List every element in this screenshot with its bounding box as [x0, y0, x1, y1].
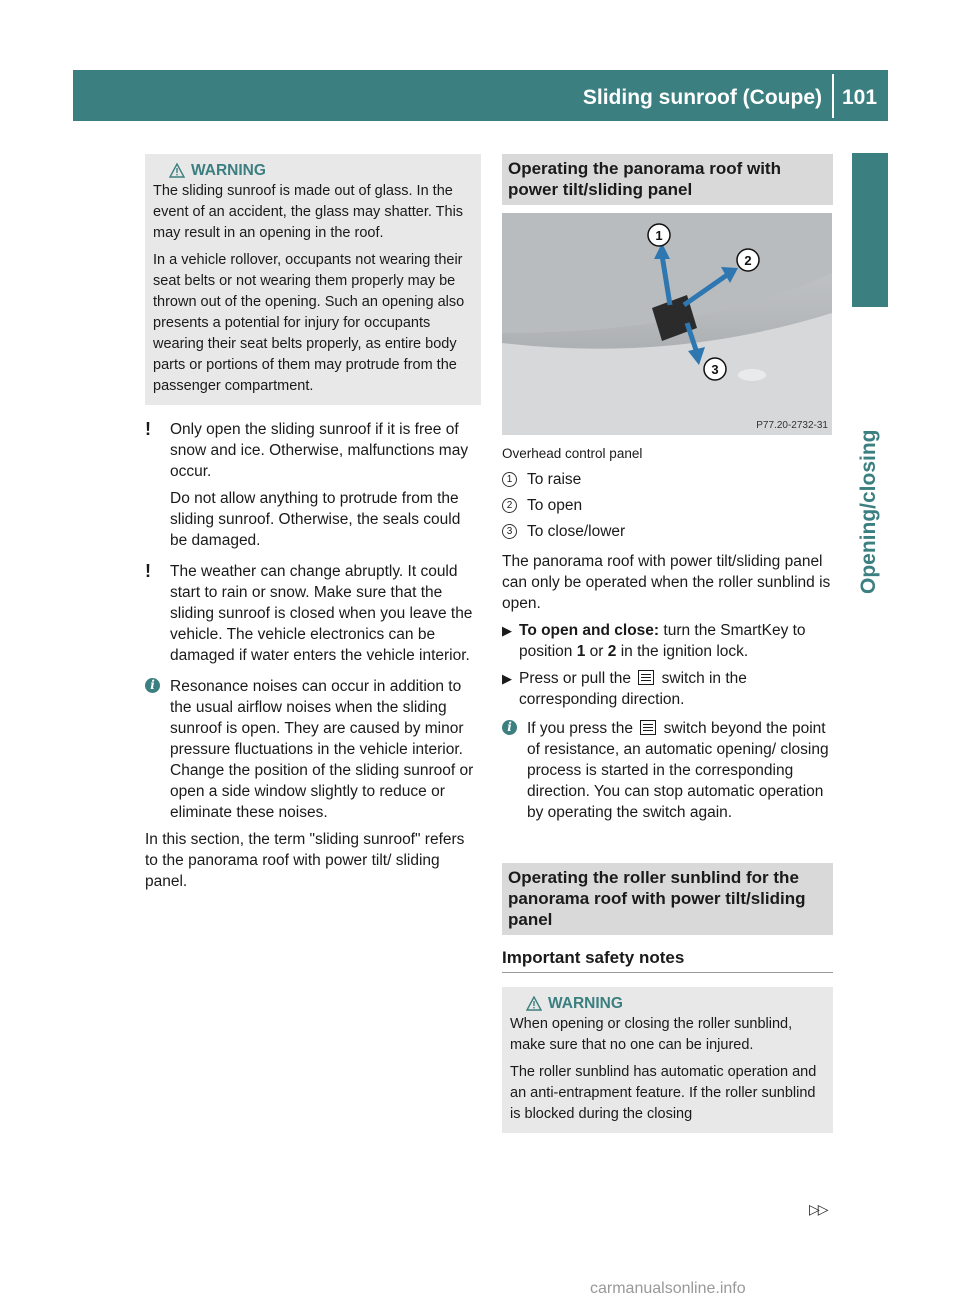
caution-icon: !: [145, 561, 151, 581]
right-column: [502, 154, 833, 1133]
callout-2: 2: [744, 253, 752, 268]
legend-item: 2 To open: [502, 493, 833, 519]
warning-triangle-icon: [526, 996, 542, 1011]
roof-switch-icon: [640, 720, 656, 735]
warning-label: WARNING: [548, 995, 623, 1012]
warning-box: [502, 987, 833, 1133]
side-section-label: [853, 320, 887, 700]
page-number: 101: [842, 86, 878, 109]
instruction-step: ▶ To open and close: turn the SmartKey to position 1 or 2 in the ignition lock.: [502, 622, 806, 660]
caution-text: Do not allow anything to protrude from the sliding sunroof. Otherwise, the seals could be damaged.: [170, 490, 461, 549]
instruction-step: ▶ Press or pull the switch in the corresponding direction.: [502, 670, 747, 708]
section-tab: [852, 153, 888, 307]
warning-text: The roller sunblind has automatic operation and an anti-entrapment feature. If the roller sunblind is blocked during the closing: [510, 1064, 817, 1122]
warning-text: The sliding sunroof is made out of glass. In the event of an accident, the glass may shatter. This may result in an opening in the roof.: [153, 183, 464, 241]
continue-arrow-icon: ▷▷: [809, 1201, 827, 1217]
step-arrow-icon: ▶: [502, 623, 512, 638]
photo-code: P77.20-2732-31: [756, 420, 828, 431]
info-icon: i: [502, 720, 517, 735]
section-heading: Operating the roller sunblind for the panorama roof with power tilt/sliding panel: [502, 863, 833, 935]
section-heading: Operating the panorama roof with power tilt/sliding panel: [502, 154, 833, 205]
header-divider: [832, 74, 834, 118]
watermark: carmanualsonline.info: [590, 1280, 746, 1297]
warning-triangle-icon: [169, 163, 185, 178]
warning-heading: [169, 160, 473, 181]
info-icon: i: [145, 678, 160, 693]
caution-note: [145, 561, 481, 666]
caution-text: Only open the sliding sunroof if it is free of snow and ice. Otherwise, malfunctions may occur.: [170, 421, 469, 480]
info-note: [145, 676, 481, 823]
legend-list: [502, 467, 833, 545]
body-paragraph: The panorama roof with power tilt/sliding panel can only be operated when the roller sunblind is open.: [502, 553, 831, 612]
overhead-panel-illustration: [502, 213, 832, 435]
callout-1: 1: [655, 228, 663, 243]
subheading: Important safety notes: [502, 947, 833, 973]
warning-label: WARNING: [191, 162, 266, 179]
left-column: [145, 154, 481, 892]
caution-icon: !: [145, 419, 151, 439]
warning-text: When opening or closing the roller sunblind, make sure that no one can be injured.: [510, 1016, 793, 1053]
body-paragraph: In this section, the term "sliding sunroof" refers to the panorama roof with power tilt/ sliding panel.: [145, 831, 465, 890]
step-arrow-icon: ▶: [502, 671, 512, 686]
caution-note: [145, 419, 481, 551]
info-note: i If you press the switch beyond the point of resistance, an automatic opening/ closing process is started in the corresponding direction. You can stop automatic operation by operating the switch again.: [502, 718, 833, 823]
legend-item: 3 To close/lower: [502, 519, 833, 545]
roof-switch-icon: [638, 670, 654, 685]
info-text: Resonance noises can occur in addition to the usual airflow noises when the sliding sunroof is open. They are caused by minor pressure fluctuations in the vehicle interior. Change the position of the sliding sunroof or open a side window slightly to reduce or eliminate these noises.: [170, 678, 474, 821]
warning-heading: [526, 993, 825, 1014]
warning-text: In a vehicle rollover, occupants not wearing their seat belts or not wearing them properly may be thrown out of the opening. Such an opening also presents a potential for injury for occupants wearing their seat belts properly, as entire body parts or portions of them may protrude from the passenger compartment.: [153, 252, 465, 394]
photo-caption: Overhead control panel: [502, 446, 643, 461]
side-section-text: Opening/closing: [857, 429, 880, 594]
caution-text: The weather can change abruptly. It could start to rain or snow. Make sure that the sliding sunroof is closed when you leave the vehicle. The vehicle electronics can be damaged if water enters the vehicle interior.: [170, 563, 473, 664]
callout-3: 3: [711, 362, 719, 377]
overhead-panel-photo: [502, 213, 832, 435]
page-title: Sliding sunroof (Coupe): [582, 86, 822, 109]
warning-box: [145, 154, 481, 405]
legend-item: 1 To raise: [502, 467, 833, 493]
